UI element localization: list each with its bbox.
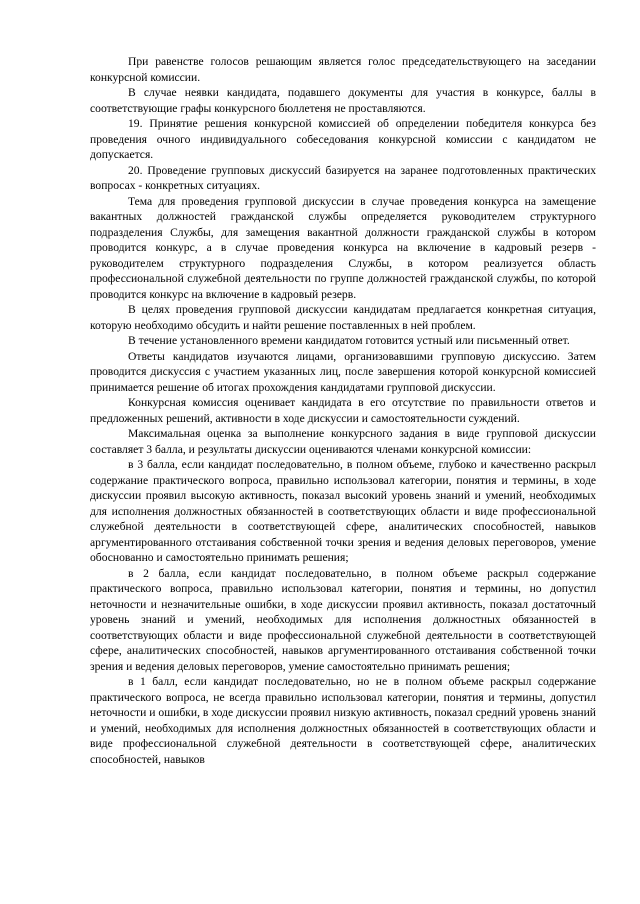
paragraph: При равенстве голосов решающим является голос председательствующего на заседании конкурсной комиссии. bbox=[90, 55, 596, 84]
paragraph: в 1 балл, если кандидат последовательно, но не в полном объеме раскрыл содержание практического вопроса, не всегда правильно использовал категории, понятия и термины, допустил неточности и ошибки, в ходе дискуссии проявил низкую активность, показал средний уровень знаний и умений, необходимых для исполнения должностных обязанностей в соответствующих области и виде профессиональной служебной деятельности в соответствующей сфере, аналитических способностей, навыков bbox=[90, 675, 596, 766]
paragraph: 19. Принятие решения конкурсной комиссией об определении победителя конкурса без проведения очного индивидуального собеседования конкурсной комиссии с кандидатом не допускается. bbox=[90, 117, 596, 161]
paragraph: в 3 балла, если кандидат последовательно, в полном объеме, глубоко и качественно раскрыл содержание практического вопроса, правильно использовал категории, понятия и термины, в ходе дискуссии проявил высокую активность, показал высокий уровень знаний и умений, необходимых для исполнения должностных обязанностей в соответствующих области и виде профессиональной служебной деятельности в соответствующей сфере, аналитических способностей, навыков аргументированного отстаивания собственной точки зрения и ведения деловых переговоров, умение обоснованно и самостоятельно принимать решения; bbox=[90, 458, 596, 564]
paragraph: в 2 балла, если кандидат последовательно, в полном объеме раскрыл содержание практического вопроса, правильно использовал категории, понятия и термины, но допустил неточности и незначительные ошибки, в ходе дискуссии проявил активность, показал достаточный уровень знаний и умений, необходимых для исполнения должностных обязанностей в соответствующих области и виде профессиональной служебной деятельности в соответствующей сфере, аналитических способностей, навыков аргументированного отстаивания собственной точки зрения и ведения деловых переговоров, умение самостоятельно принимать решения; bbox=[90, 566, 596, 673]
paragraph: Максимальная оценка за выполнение конкурсного задания в виде групповой дискуссии составляет 3 балла, и результаты дискуссии оцениваются членами конкурсной комиссии: bbox=[90, 427, 596, 456]
paragraph: Ответы кандидатов изучаются лицами, организовавшими групповую дискуссию. Затем проводится дискуссия с участием указанных лиц, после завершения которой конкурсной комиссией принимается решение об итогах прохождения кандидатами групповой дискуссии. bbox=[90, 349, 596, 394]
document-page bbox=[90, 54, 596, 767]
paragraph: Конкурсная комиссия оценивает кандидата в его отсутствие по правильности ответов и предложенных решений, активности в ходе дискуссии и самостоятельности суждений. bbox=[90, 396, 596, 425]
paragraph: В случае неявки кандидата, подавшего документы для участия в конкурсе, баллы в соответствующие графы конкурсного бюллетеня не проставляются. bbox=[90, 86, 596, 115]
paragraph: В целях проведения групповой дискуссии кандидатам предлагается конкретная ситуация, которую необходимо обсудить и найти решение поставленных в ней проблем. bbox=[90, 303, 596, 332]
paragraph: Тема для проведения групповой дискуссии в случае проведения конкурса на замещение вакантных должностей гражданской службы определяется руководителем структурного подразделения Службы, для замещения вакантной должности гражданской службы в котором проводится конкурс, а в случае проведения конкурса на включение в кадровый резерв - руководителем структурного подразделения Службы, в котором реализуется область профессиональной служебной деятельности по группе должностей гражданской службы, по которой проводится конкурс на включение в кадровый резерв. bbox=[90, 194, 596, 301]
paragraph: 20. Проведение групповых дискуссий базируется на заранее подготовленных практических вопросах - конкретных ситуациях. bbox=[90, 163, 596, 192]
paragraph: В течение установленного времени кандидатом готовится устный или письменный ответ. bbox=[128, 334, 570, 347]
